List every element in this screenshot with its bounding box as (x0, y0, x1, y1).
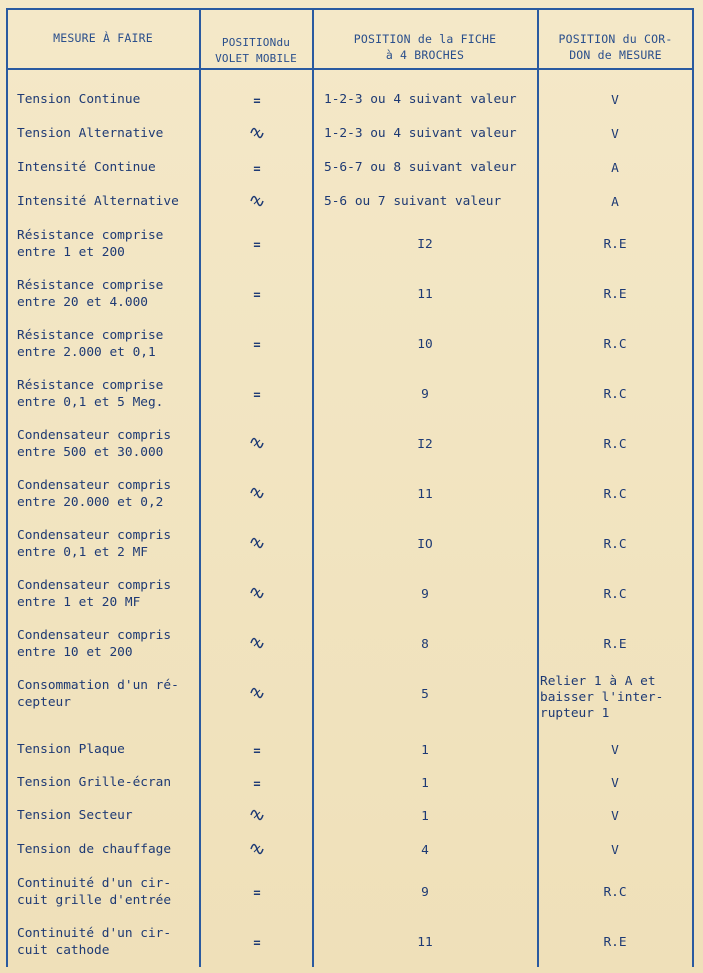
cell-cordon: R.E (603, 287, 627, 302)
cell-fiche: 4 (421, 843, 429, 858)
cell-cordon: R.C (603, 437, 627, 452)
cell-fiche: 5-6 ou 7 suivant valeur (324, 194, 502, 209)
cell-cordon: R.C (603, 537, 627, 552)
cell-mesure: Tension Grille-écran (17, 775, 172, 790)
cell-fiche: 1 (421, 776, 429, 791)
dc-symbol: = (253, 338, 261, 352)
cell-fiche: 1-2-3 ou 4 suivant valeur (324, 92, 517, 107)
table-border-top (6, 8, 694, 10)
dc-symbol: = (253, 238, 261, 252)
cell-mesure: Condensateur compris entre 20.000 et 0,2 (17, 478, 172, 510)
ac-symbol-icon (202, 587, 312, 603)
cell-fiche: 11 (417, 487, 433, 502)
header-cordon: POSITION du COR- DON de MESURE (558, 32, 673, 62)
cell-mesure: Intensité Alternative (17, 194, 179, 209)
cell-cordon: Relier 1 à A et baisser l'inter- rupteur 1 (540, 674, 664, 721)
table-border-left (6, 8, 8, 967)
cell-mesure: Consommation d'un ré- cepteur (17, 678, 179, 710)
dc-symbol: = (253, 936, 261, 950)
ac-symbol-icon (202, 537, 312, 553)
cell-mesure: Résistance comprise entre 20 et 4.000 (17, 278, 164, 310)
dc-symbol: = (253, 886, 261, 900)
column-divider-3 (537, 8, 539, 967)
cell-cordon: V (611, 743, 619, 758)
cell-fiche: 1 (421, 743, 429, 758)
cell-fiche: I2 (417, 237, 433, 252)
cell-cordon: R.C (603, 885, 627, 900)
cell-fiche: I2 (417, 437, 433, 452)
ac-symbol-icon (202, 437, 312, 453)
dc-symbol: = (253, 744, 261, 758)
cell-cordon: A (611, 161, 619, 176)
header-mesure: MESURE À FAIRE (53, 31, 153, 45)
cell-cordon: A (611, 195, 619, 210)
ac-symbol-icon (202, 843, 312, 859)
cell-cordon: R.C (603, 587, 627, 602)
cell-cordon: R.C (603, 487, 627, 502)
cell-mesure: Tension Alternative (17, 126, 164, 141)
cell-cordon: V (611, 843, 619, 858)
dc-symbol: = (253, 288, 261, 302)
cell-fiche: 9 (421, 885, 429, 900)
ac-symbol-icon (202, 487, 312, 503)
cell-fiche: 1 (421, 809, 429, 824)
cell-mesure: Résistance comprise entre 0,1 et 5 Meg. (17, 378, 164, 410)
column-divider-1 (199, 8, 201, 967)
cell-fiche: 11 (417, 287, 433, 302)
cell-mesure: Intensité Continue (17, 160, 156, 175)
cell-mesure: Tension de chauffage (17, 842, 172, 857)
cell-cordon: R.C (603, 337, 627, 352)
cell-fiche: 10 (417, 337, 433, 352)
cell-cordon: R.E (603, 237, 627, 252)
cell-fiche: 5 (421, 687, 429, 702)
table-border-right (692, 8, 694, 967)
ac-symbol-icon (202, 809, 312, 825)
dc-symbol: = (253, 94, 261, 108)
cell-mesure: Condensateur compris entre 0,1 et 2 MF (17, 528, 172, 560)
dc-symbol: = (253, 388, 261, 402)
dc-symbol: = (253, 162, 261, 176)
ac-symbol-icon (202, 637, 312, 653)
cell-fiche: 9 (421, 587, 429, 602)
header-divider (6, 68, 694, 70)
cell-mesure: Résistance comprise entre 2.000 et 0,1 (17, 328, 164, 360)
cell-cordon: R.E (603, 935, 627, 950)
cell-mesure: Continuité d'un cir- cuit grille d'entrée (17, 876, 172, 908)
cell-cordon: R.E (603, 637, 627, 652)
cell-mesure: Continuité d'un cir- cuit cathode (17, 926, 172, 958)
header-volet: POSITIONdu VOLET MOBILE (215, 36, 297, 65)
cell-fiche: IO (417, 537, 433, 552)
cell-fiche: 8 (421, 637, 429, 652)
dc-symbol: = (253, 777, 261, 791)
cell-mesure: Condensateur compris entre 10 et 200 (17, 628, 172, 660)
cell-cordon: V (611, 776, 619, 791)
cell-fiche: 5-6-7 ou 8 suivant valeur (324, 160, 517, 175)
column-divider-2 (312, 8, 314, 967)
cell-fiche: 1-2-3 ou 4 suivant valeur (324, 126, 517, 141)
header-fiche: POSITION de la FICHE à 4 BROCHES (353, 32, 497, 62)
cell-cordon: V (611, 127, 619, 142)
cell-mesure: Condensateur compris entre 1 et 20 MF (17, 578, 172, 610)
cell-fiche: 9 (421, 387, 429, 402)
cell-cordon: V (611, 809, 619, 824)
cell-mesure: Tension Continue (17, 92, 141, 107)
ac-symbol-icon (202, 687, 312, 703)
ac-symbol-icon (202, 195, 312, 211)
cell-mesure: Condensateur compris entre 500 et 30.000 (17, 428, 172, 460)
cell-cordon: R.C (603, 387, 627, 402)
cell-fiche: 11 (417, 935, 433, 950)
cell-mesure: Tension Plaque (17, 742, 125, 757)
ac-symbol-icon (202, 127, 312, 143)
cell-mesure: Résistance comprise entre 1 et 200 (17, 228, 164, 260)
cell-mesure: Tension Secteur (17, 808, 133, 823)
cell-cordon: V (611, 93, 619, 108)
